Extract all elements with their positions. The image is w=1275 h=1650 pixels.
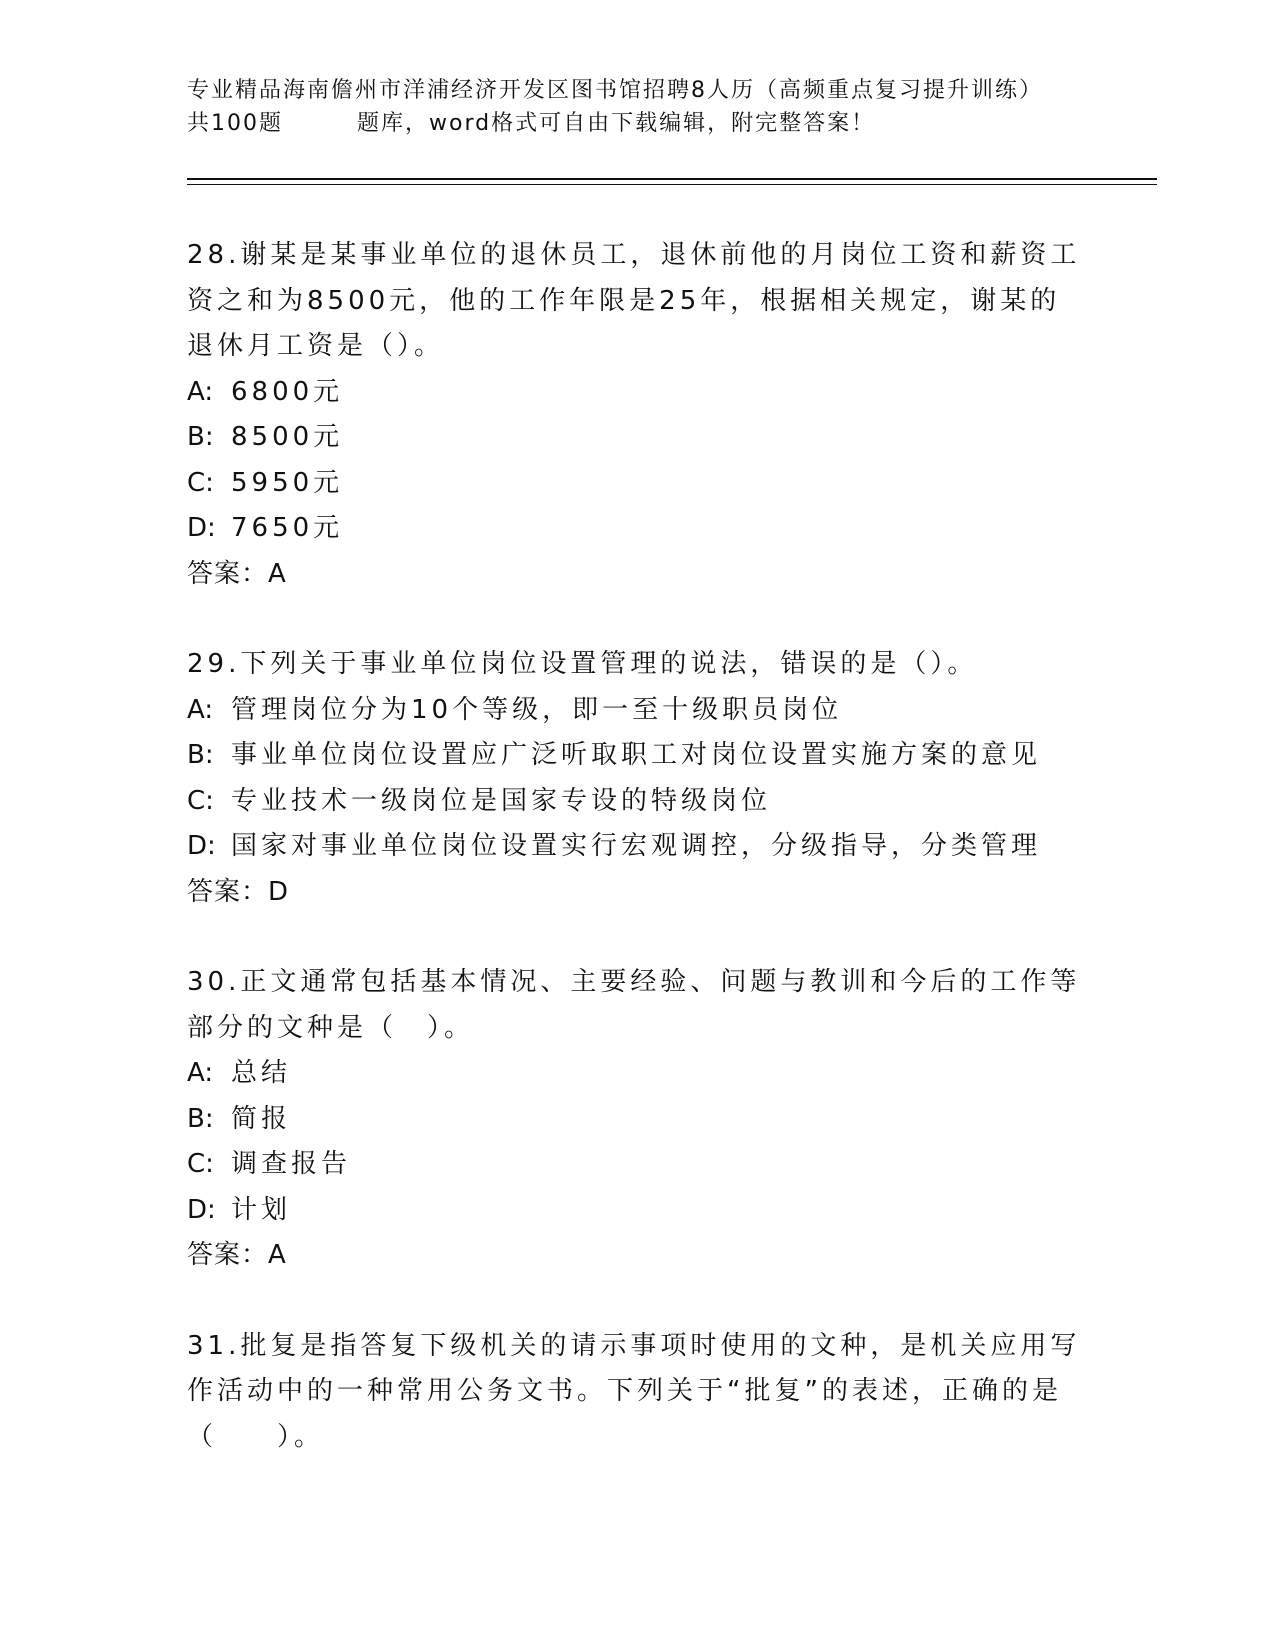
header-divider [187,178,1157,185]
option-letter: B: [187,422,214,452]
option-text: 简报 [231,1103,292,1134]
option-letter: C: [187,467,214,498]
question-text: 28.谢某是某事业单位的退休员工，退休前他的月岗位工资和薪资工资之和为8500元，他的工作年限是25年，根据相关规定，谢某的退休月工资是（）。 [187,240,1081,361]
option-d [187,824,1087,870]
question-29 [187,642,1087,915]
option-text: 计划 [231,1194,292,1225]
option-text: 总结 [231,1058,292,1088]
option-letter: C: [187,1149,214,1179]
question-28 [187,233,1087,597]
question-text: 30.正文通常包括基本情况、主要经验、问题与教训和今后的工作等部分的文种是（ ）。 [187,967,1081,1043]
option-letter: A: [187,376,214,407]
option-a [187,370,1087,416]
option-text: 专业技术一级岗位是国家专设的特级岗位 [231,785,772,816]
option-b [187,733,1087,779]
question-text: 31.批复是指答复下级机关的请示事项时使用的文种，是机关应用写作活动中的一种常用公务文书。下列关于“批复”的表述，正确的是（ ）。 [187,1330,1081,1452]
option-a [187,688,1087,734]
option-text: 8500元 [231,422,344,452]
question-text: 29.下列关于事业单位岗位设置管理的说法，错误的是（）。 [187,649,978,679]
page-header [187,74,1147,140]
option-text: 7650元 [231,513,344,543]
header-question-count: 共100题 [187,111,283,136]
option-d [187,506,1087,552]
option-d [187,1188,1087,1234]
header-title-line: 专业精品海南儋州市洋浦经济开发区图书馆招聘8人历（高频重点复习提升训练） [187,78,1043,103]
option-text: 管理岗位分为10个等级，即一至十级职员岗位 [231,694,843,725]
option-letter: A: [187,694,214,725]
answer-line: 答案：D [187,876,290,907]
option-c [187,779,1087,825]
option-letter: B: [187,740,214,770]
question-31 [187,1324,1087,1461]
option-letter: A: [187,1058,214,1088]
option-text: 事业单位岗位设置应广泛听取职工对岗位设置实施方案的意见 [231,740,1042,770]
option-letter: C: [187,785,214,816]
option-letter: B: [187,1103,214,1134]
option-text: 国家对事业单位岗位设置实行宏观调控，分级指导，分类管理 [231,831,1042,861]
header-subtitle-line [187,107,1147,140]
question-list [187,233,1087,1460]
answer-line: 答案：A [187,558,287,589]
option-text: 5950元 [231,467,344,498]
question-30 [187,960,1087,1279]
option-c [187,1142,1087,1188]
option-b [187,415,1087,461]
option-a [187,1051,1087,1097]
answer-line: 答案：A [187,1240,287,1270]
option-letter: D: [187,831,216,861]
option-letter: D: [187,1194,216,1225]
option-letter: D: [187,513,216,543]
option-text: 6800元 [231,376,344,407]
header-description: 题库，word格式可自由下载编辑，附完整答案！ [357,111,876,136]
option-text: 调查报告 [231,1149,352,1179]
option-c [187,461,1087,507]
option-b [187,1097,1087,1143]
